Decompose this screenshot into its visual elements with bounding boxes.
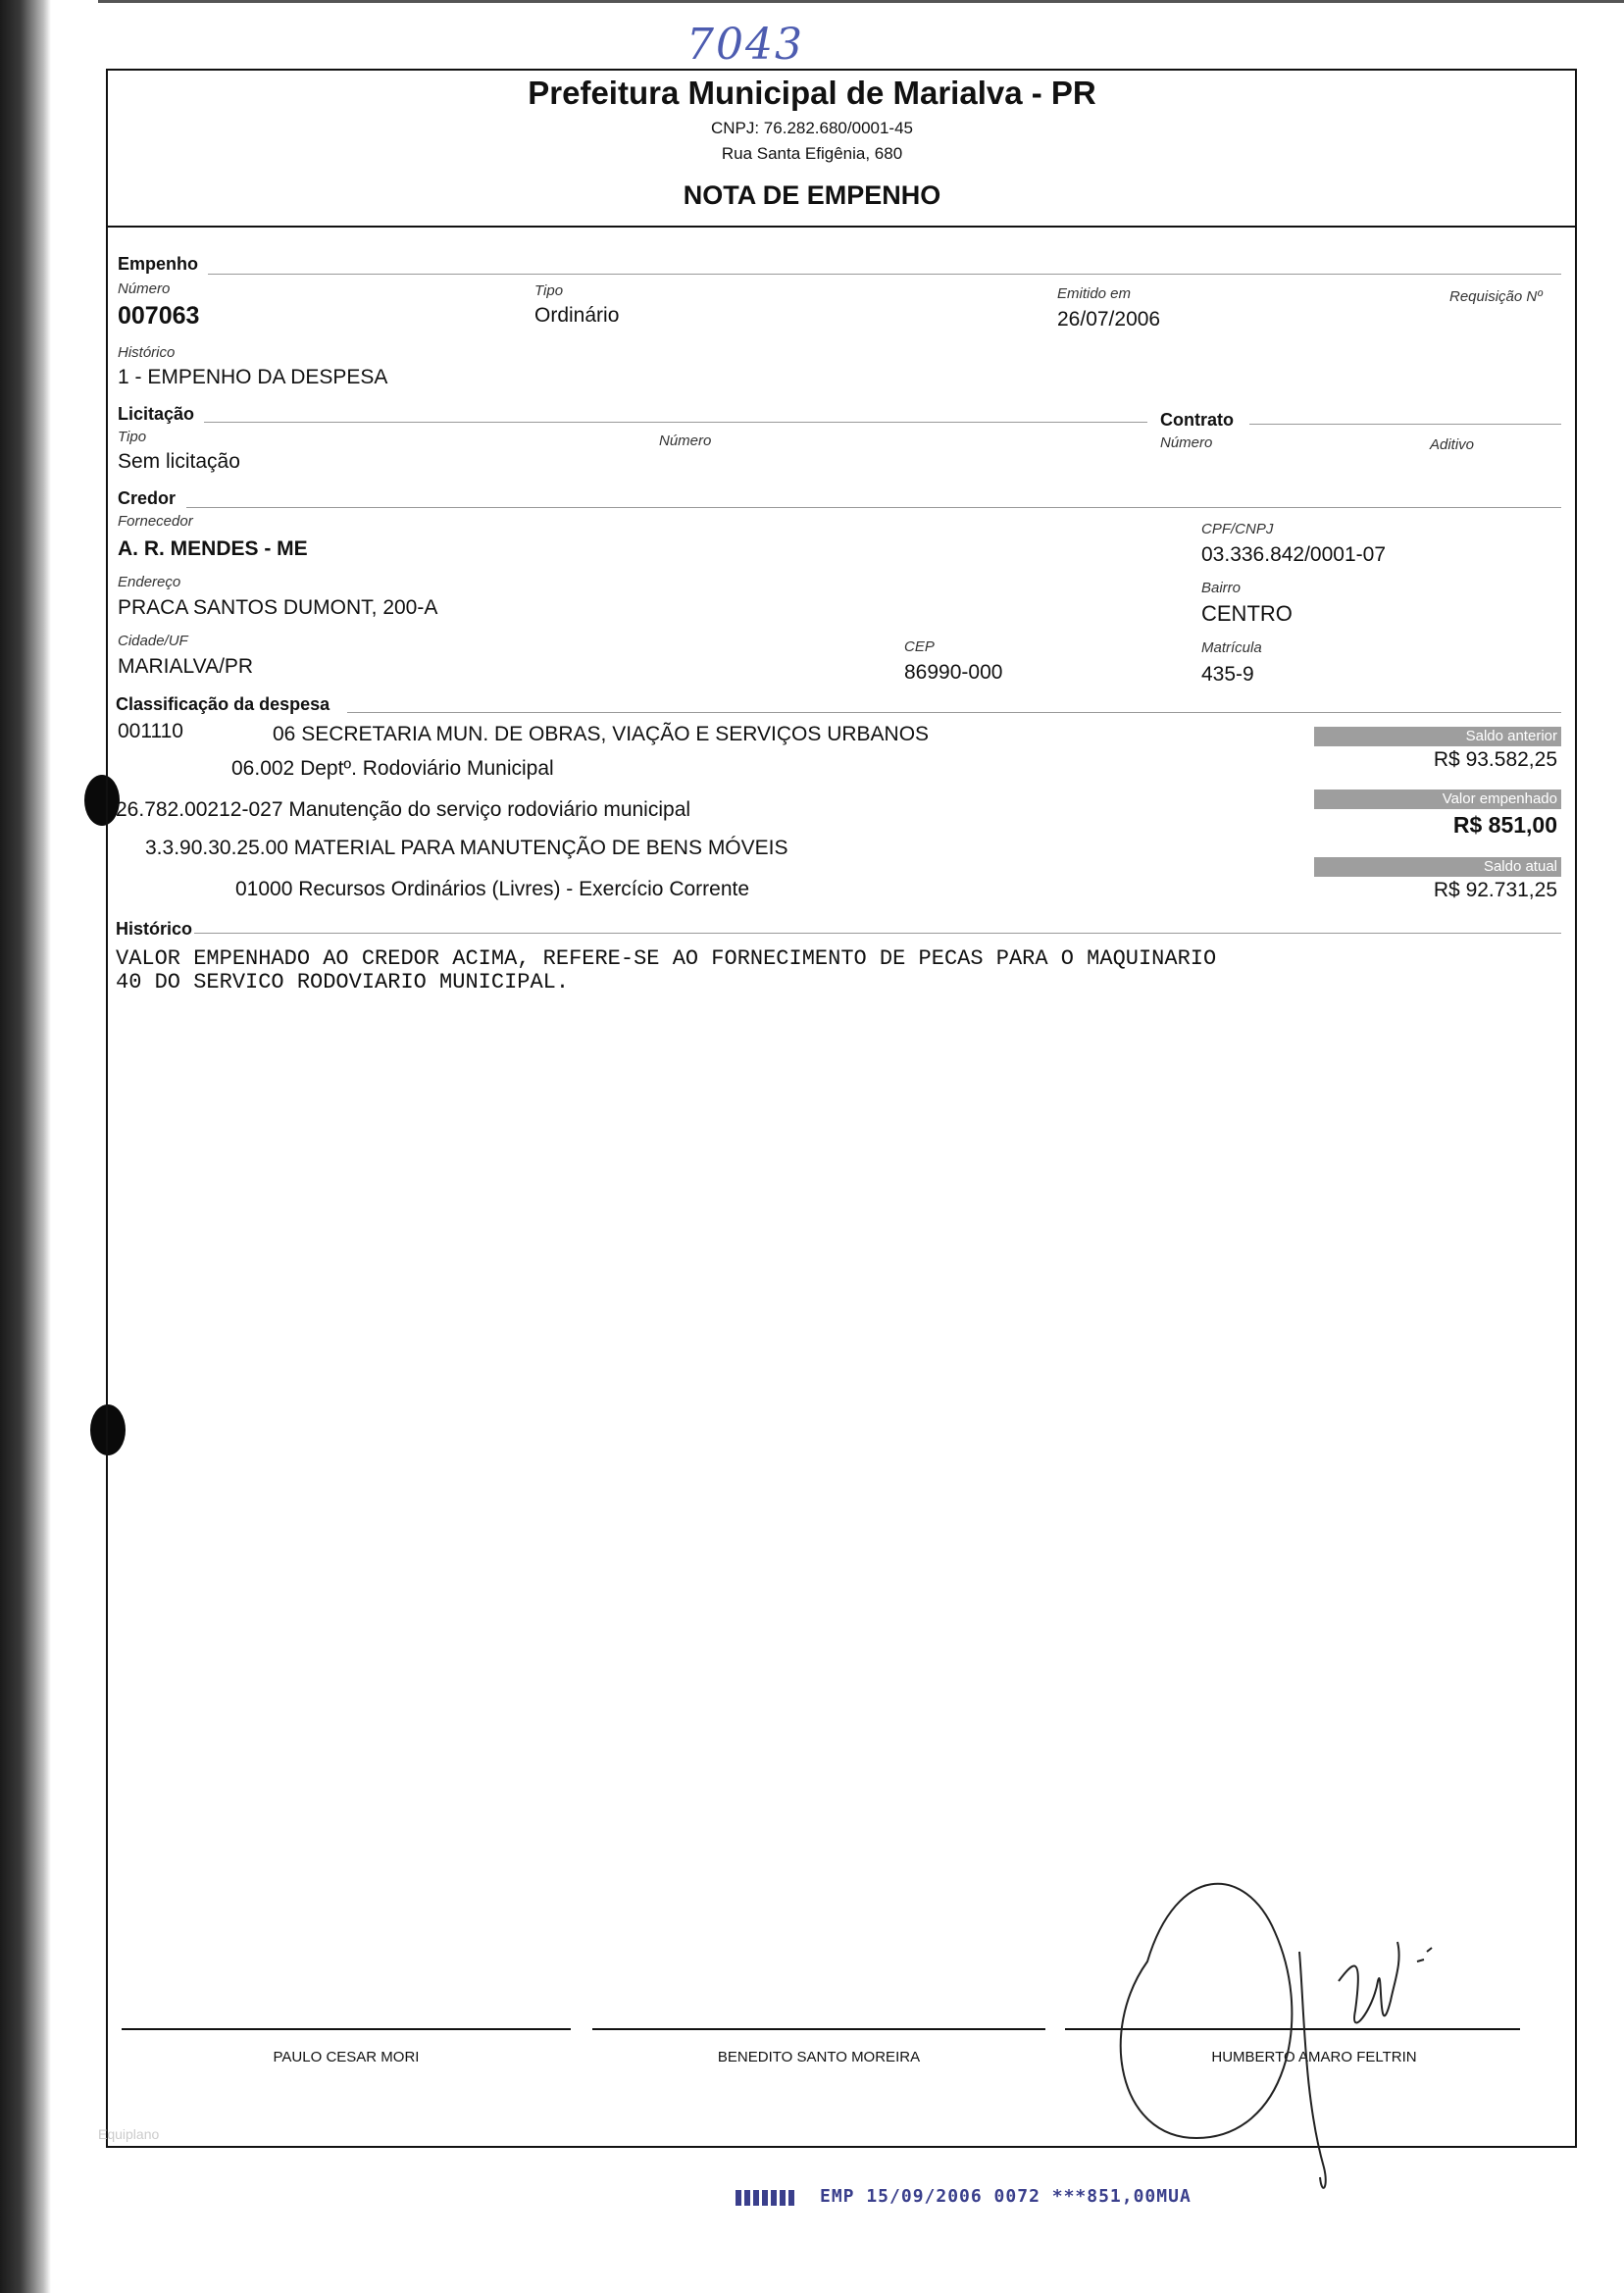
section-rule: [208, 274, 1561, 275]
section-contrato: Contrato: [1160, 410, 1234, 430]
cep-value: 86990-000: [904, 661, 1003, 684]
requisicao-label: Requisição Nº: [1449, 288, 1543, 305]
classificacao-programa: 26.782.00212-027 Manutenção do serviço rodoviário municipal: [116, 798, 691, 821]
classificacao-recurso: 01000 Recursos Ordinários (Livres) - Exercício Corrente: [235, 878, 750, 900]
section-rule: [204, 422, 1147, 423]
valor-empenhado-label: Valor empenhado: [1314, 790, 1561, 809]
fornecedor-value: A. R. MENDES - ME: [118, 537, 308, 560]
header-separator: [106, 226, 1577, 228]
endereco-value: PRACA SANTOS DUMONT, 200-A: [118, 596, 438, 619]
contrato-aditivo-label: Aditivo: [1430, 436, 1475, 453]
org-cnpj: CNPJ: 76.282.680/0001-45: [710, 119, 914, 137]
section-rule: [186, 507, 1561, 508]
licitacao-tipo: Sem licitação: [118, 450, 240, 473]
section-rule: [347, 712, 1561, 713]
cpf-value: 03.336.842/0001-07: [1201, 543, 1387, 566]
cpf-label: CPF/CNPJ: [1201, 521, 1274, 537]
historico-text-line2: 40 DO SERVICO RODOVIARIO MUNICIPAL.: [116, 970, 570, 994]
signature-name-3: HUMBERTO AMARO FELTRIN: [1211, 2049, 1417, 2065]
stamp-logo-icon: [736, 2190, 796, 2206]
software-watermark: Equiplano: [98, 2126, 160, 2142]
endereco-label: Endereço: [118, 574, 181, 590]
section-rule: [194, 933, 1561, 934]
handwritten-number: 7043: [686, 20, 804, 70]
cidade-value: MARIALVA/PR: [118, 655, 254, 678]
doc-title: NOTA DE EMPENHO: [683, 180, 941, 210]
saldo-atual-value: R$ 92.731,25: [1433, 879, 1557, 901]
fornecedor-label: Fornecedor: [118, 513, 193, 530]
saldo-anterior-label: Saldo anterior: [1314, 727, 1561, 746]
saldo-anterior-value: R$ 93.582,25: [1433, 748, 1557, 771]
empenho-numero-label: Número: [118, 280, 171, 297]
classificacao-code: 001110: [118, 720, 183, 742]
cidade-label: Cidade/UF: [118, 633, 188, 649]
matricula-value: 435-9: [1201, 663, 1254, 686]
empenho-tipo-label: Tipo: [534, 282, 564, 299]
empenho-tipo: Ordinário: [534, 304, 620, 327]
classificacao-secretaria: 06 SECRETARIA MUN. DE OBRAS, VIAÇÃO E SERVIÇOS URBANOS: [273, 723, 930, 745]
signature-line: [122, 2028, 571, 2030]
section-classificacao: Classificação da despesa: [116, 694, 330, 714]
org-name: Prefeitura Municipal de Marialva - PR: [528, 75, 1096, 111]
empenho-historico-label: Histórico: [118, 344, 176, 361]
empenho-emitido: 26/07/2006: [1057, 308, 1161, 331]
scan-left-shadow: [0, 0, 51, 2293]
contrato-numero-label: Número: [1160, 434, 1213, 451]
section-empenho: Empenho: [118, 254, 199, 274]
matricula-label: Matrícula: [1201, 639, 1262, 656]
classificacao-departamento: 06.002 Deptº. Rodoviário Municipal: [231, 757, 554, 780]
section-rule: [1249, 424, 1561, 425]
signature-name-2: BENEDITO SANTO MOREIRA: [717, 2049, 921, 2065]
licitacao-tipo-label: Tipo: [118, 429, 147, 445]
empenho-historico: 1 - EMPENHO DA DESPESA: [118, 366, 388, 388]
empenho-emitido-label: Emitido em: [1057, 285, 1132, 302]
signature-line: [592, 2028, 1045, 2030]
valor-empenhado-value: R$ 851,00: [1452, 812, 1557, 838]
historico-text-line1: VALOR EMPENHADO AO CREDOR ACIMA, REFERE-SE AO FORNECIMENTO DE PECAS PARA O MAQUINARIO: [116, 946, 1217, 971]
signature-name-1: PAULO CESAR MORI: [273, 2049, 420, 2065]
section-licitacao: Licitação: [118, 404, 195, 424]
cash-register-stamp: EMP 15/09/2006 0072 ***851,00MUA: [820, 2186, 1192, 2207]
cep-label: CEP: [904, 638, 935, 655]
bairro-value: CENTRO: [1201, 601, 1293, 626]
classificacao-elemento: 3.3.90.30.25.00 MATERIAL PARA MANUTENÇÃO DE BENS MÓVEIS: [145, 837, 788, 859]
handwritten-signature: [1079, 1844, 1510, 2197]
section-historico: Histórico: [116, 919, 193, 939]
org-address: Rua Santa Efigênia, 680: [721, 144, 903, 163]
section-credor: Credor: [118, 488, 177, 508]
empenho-numero: 007063: [118, 302, 200, 330]
bairro-label: Bairro: [1201, 580, 1242, 596]
saldo-atual-label: Saldo atual: [1314, 857, 1561, 877]
scan-top-edge: [98, 0, 1624, 3]
licitacao-numero-label: Número: [659, 433, 712, 449]
